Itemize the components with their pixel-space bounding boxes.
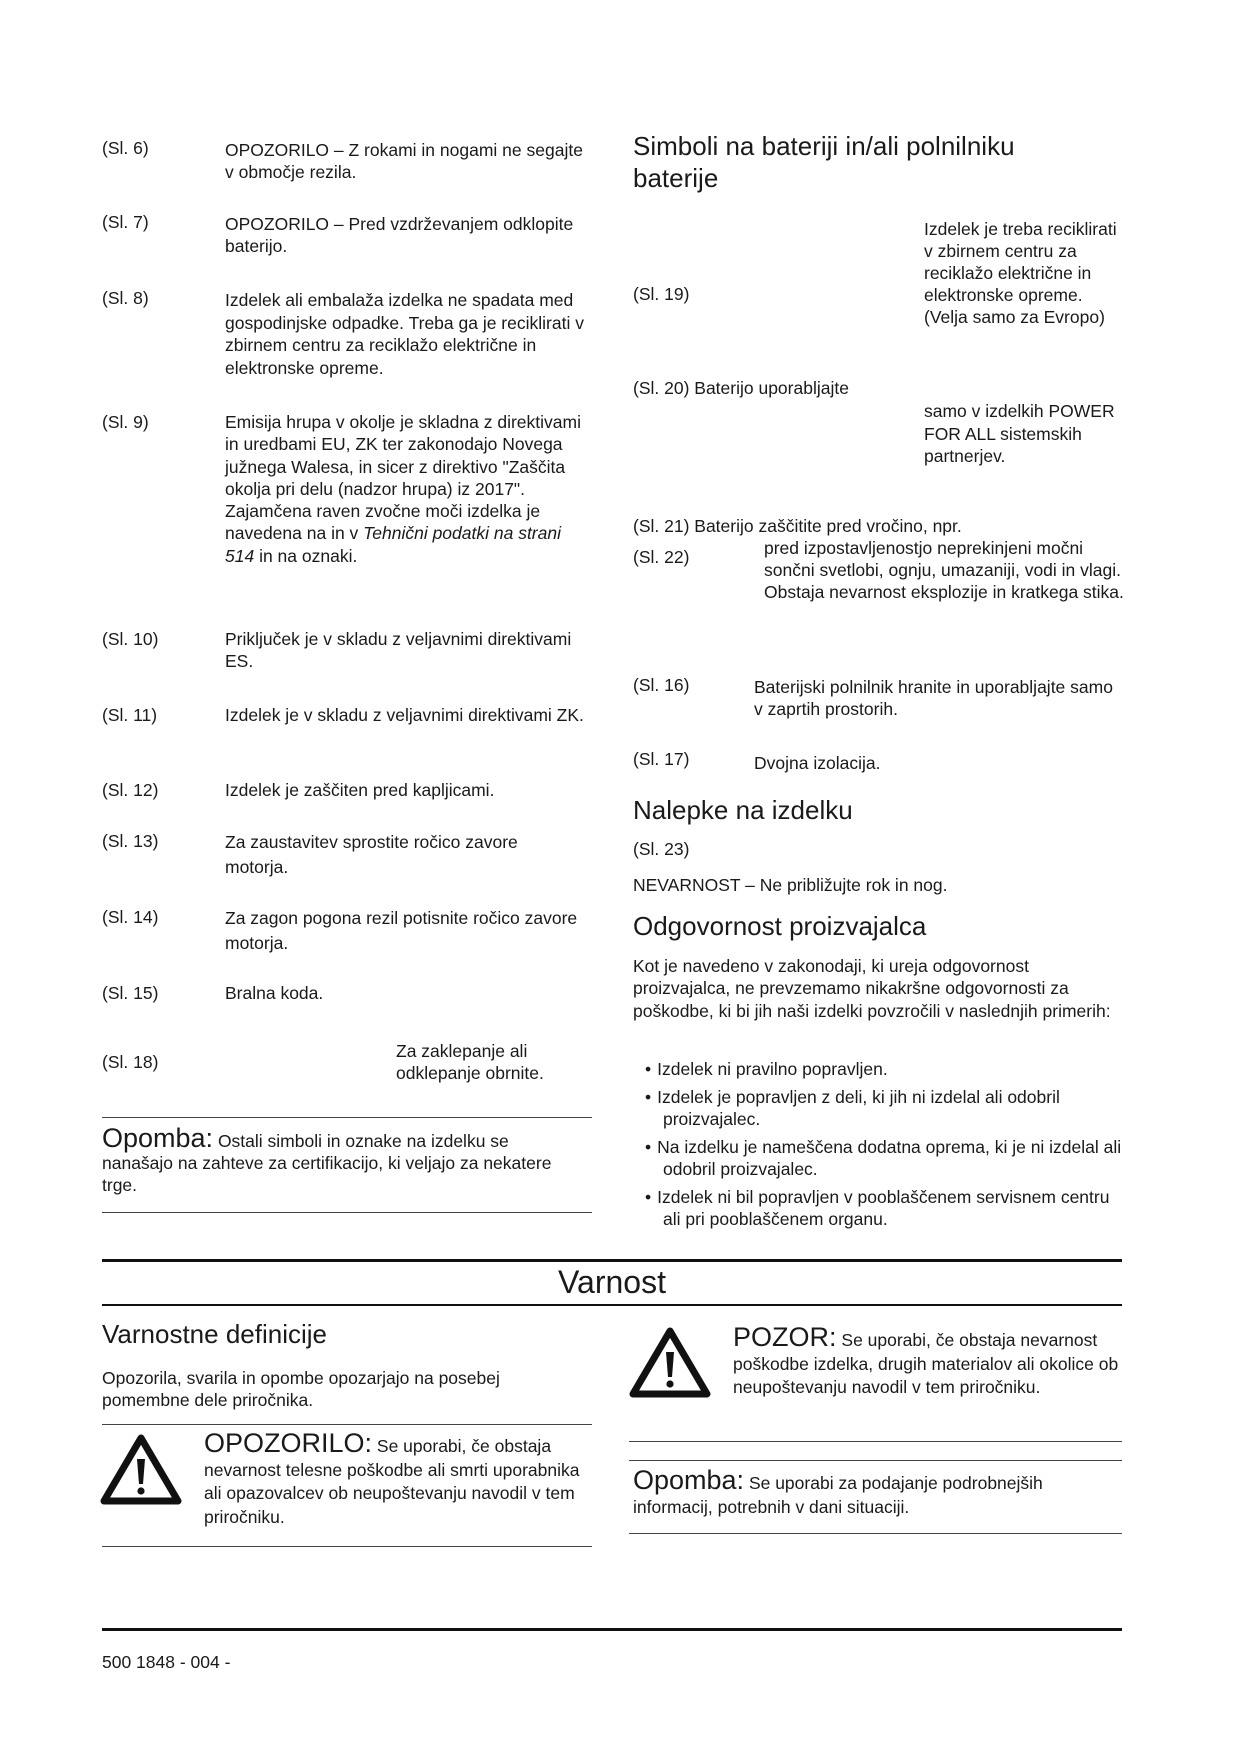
note-text: Se uporabi za podajanje podrobnejših informacij, potrebnih v dani situaciji. bbox=[633, 1473, 1043, 1517]
battery-sl22-ref: (Sl. 22) bbox=[633, 547, 690, 567]
symbol-ref: (Sl. 7) bbox=[102, 212, 149, 232]
symbol-text: OPOZORILO – Z rokami in nogami ne segajte v območje rezila. bbox=[225, 140, 583, 182]
symbol-ref: (Sl. 10) bbox=[102, 629, 159, 649]
battery-sl19-ref: (Sl. 19) bbox=[633, 284, 690, 304]
symbol-ref: (Sl. 9) bbox=[102, 412, 149, 432]
list-item: • Izdelek ni pravilno popravljen. bbox=[633, 1058, 1128, 1080]
warning-definition bbox=[204, 1428, 584, 1529]
divider bbox=[629, 1533, 1122, 1534]
labels-text: NEVARNOST – Ne približujte rok in nog. bbox=[633, 875, 948, 895]
list-item: • Izdelek je popravljen z deli, ki jih ni izdelal ali odobril proizvajalec. bbox=[633, 1086, 1128, 1130]
symbol-text: Priključek je v skladu z veljavnimi direktivami ES. bbox=[225, 629, 572, 671]
divider bbox=[102, 1424, 592, 1425]
divider bbox=[629, 1441, 1122, 1442]
battery-sl22-text: pred izpostavljenostjo neprekinjeni močni sončni svetlobi, ognju, umazaniji, vodi in vlagi. Obstaja nevarnost eksplozije in kratkega stika. bbox=[764, 538, 1124, 602]
list-item: • Na izdelku je nameščena dodatna oprema, ki je ni izdelal ali odobril proizvajalec. bbox=[633, 1136, 1128, 1180]
caution-label: POZOR: bbox=[733, 1322, 837, 1352]
symbol-ref: (Sl. 11) bbox=[102, 705, 158, 725]
symbol-text: Izdelek ali embalaža izdelka ne spadata med gospodinjske odpadke. Treba ga je reciklirati v zbirnem centru za reciklažo električne in elektronske opreme. bbox=[225, 290, 584, 378]
symbol-ref: (Sl. 18) bbox=[102, 1052, 159, 1072]
labels-section-title: Nalepke na izdelku bbox=[633, 795, 853, 825]
symbol-text: Izdelek je v skladu z veljavnimi direktivami ZK. bbox=[225, 705, 584, 725]
symbol-text-part: in na oznaki. bbox=[254, 545, 358, 566]
divider bbox=[102, 1546, 592, 1547]
battery-section-title: Simboli na bateriji in/ali polnilniku baterije bbox=[633, 131, 1015, 193]
liability-list bbox=[633, 1058, 1128, 1236]
liability-section-title: Odgovornost proizvajalca bbox=[633, 911, 927, 941]
warning-text: Se uporabi, če obstaja nevarnost telesne poškodbe ali smrti uporabnika ali opazovalcev ob neupoštevanju navodil v tem priročniku. bbox=[204, 1436, 580, 1527]
symbol-ref: (Sl. 13) bbox=[102, 831, 159, 851]
divider bbox=[102, 1212, 592, 1213]
safety-defs-intro: Opozorila, svarila in opombe opozarjajo na posebej pomembne dele priročnika. bbox=[102, 1368, 500, 1410]
safety-section-title: Varnost bbox=[558, 1264, 666, 1300]
caution-text: Se uporabi, če obstaja nevarnost poškodbe izdelka, drugih materialov ali okolice ob neupoštevanju navodil v tem priročniku. bbox=[733, 1330, 1119, 1397]
battery-sl20-text: samo v izdelkih POWER FOR ALL sistemskih partnerjev. bbox=[924, 401, 1115, 466]
list-item: • Izdelek ni bil popravljen v pooblaščenem servisnem centru ali pri pooblaščenem organu. bbox=[633, 1186, 1128, 1230]
symbol-text: OPOZORILO – Pred vzdrževanjem odklopite baterijo. bbox=[225, 214, 574, 256]
footer-code: 500 1848 - 004 - bbox=[102, 1652, 231, 1672]
symbol-text bbox=[225, 411, 595, 567]
symbol-ref: (Sl. 12) bbox=[102, 780, 159, 800]
liability-intro: Kot je navedeno v zakonodaji, ki ureja odgovornost proizvajalca, ne prevzemamo nikakršne odgovornosti za poškodbe, ki bi jih naši izdelki povzročili v naslednjih primerih: bbox=[633, 956, 1111, 1021]
battery-sl17-text: Dvojna izolacija. bbox=[754, 753, 881, 773]
battery-sl20-ref: (Sl. 20) Baterijo uporabljajte bbox=[633, 378, 849, 398]
warning-triangle-icon bbox=[100, 1433, 182, 1505]
note-label: Opomba: bbox=[102, 1123, 214, 1153]
caution-definition bbox=[733, 1322, 1123, 1400]
symbol-ref: (Sl. 6) bbox=[102, 138, 149, 158]
symbol-text: Bralna koda. bbox=[225, 983, 324, 1003]
labels-ref: (Sl. 23) bbox=[633, 839, 690, 859]
battery-sl16-ref: (Sl. 16) bbox=[633, 675, 690, 695]
note-right bbox=[633, 1465, 1113, 1519]
symbol-text: Za zaustavitev sprostite ročico zavore motorja. bbox=[225, 832, 518, 877]
symbol-text-part: Emisija hrupa v okolje je skladna z direktivami in uredbami EU, ZK ter zakonodajo Novega južnega Walesa, in sicer z direktivo "Zaščita okolja pri delu (nadzor hrupa) iz 2017". Zajamčena raven zvočne moči izdelka je navedena na in v bbox=[225, 412, 581, 544]
footer-rule bbox=[102, 1628, 1122, 1631]
battery-sl19-text: Izdelek je treba reciklirati v zbirnem centru za reciklažo električne in elektronske opreme. (Velja samo za Evropo) bbox=[924, 219, 1117, 327]
divider bbox=[102, 1117, 592, 1118]
cross-reference-link[interactable]: Tehnični podatki na strani 514 bbox=[225, 523, 561, 566]
divider bbox=[629, 1460, 1122, 1461]
symbol-ref: (Sl. 14) bbox=[102, 907, 159, 927]
note-label: Opomba: bbox=[633, 1465, 745, 1495]
section-rule-bottom bbox=[102, 1304, 1122, 1306]
warning-triangle-icon bbox=[629, 1326, 711, 1398]
safety-defs-title: Varnostne definicije bbox=[102, 1319, 327, 1349]
symbol-text: Izdelek je zaščiten pred kapljicami. bbox=[225, 780, 495, 800]
note-text: Ostali simboli in oznake na izdelku se nanašajo na zahteve za certifikacijo, ki veljajo za nekatere trge. bbox=[102, 1131, 552, 1195]
symbol-ref: (Sl. 8) bbox=[102, 288, 149, 308]
note-left bbox=[102, 1123, 582, 1196]
symbol-text: Za zaklepanje ali odklepanje obrnite. bbox=[396, 1041, 544, 1083]
battery-sl17-ref: (Sl. 17) bbox=[633, 749, 690, 769]
symbol-text: Za zagon pogona rezil potisnite ročico zavore motorja. bbox=[225, 908, 578, 953]
symbol-ref: (Sl. 15) bbox=[102, 983, 159, 1003]
warning-label: OPOZORILO: bbox=[204, 1428, 373, 1458]
battery-sl16-text: Baterijski polnilnik hranite in uporabljajte samo v zaprtih prostorih. bbox=[754, 677, 1113, 719]
battery-sl21-line: (Sl. 21) Baterijo zaščitite pred vročino, npr. bbox=[633, 516, 962, 536]
